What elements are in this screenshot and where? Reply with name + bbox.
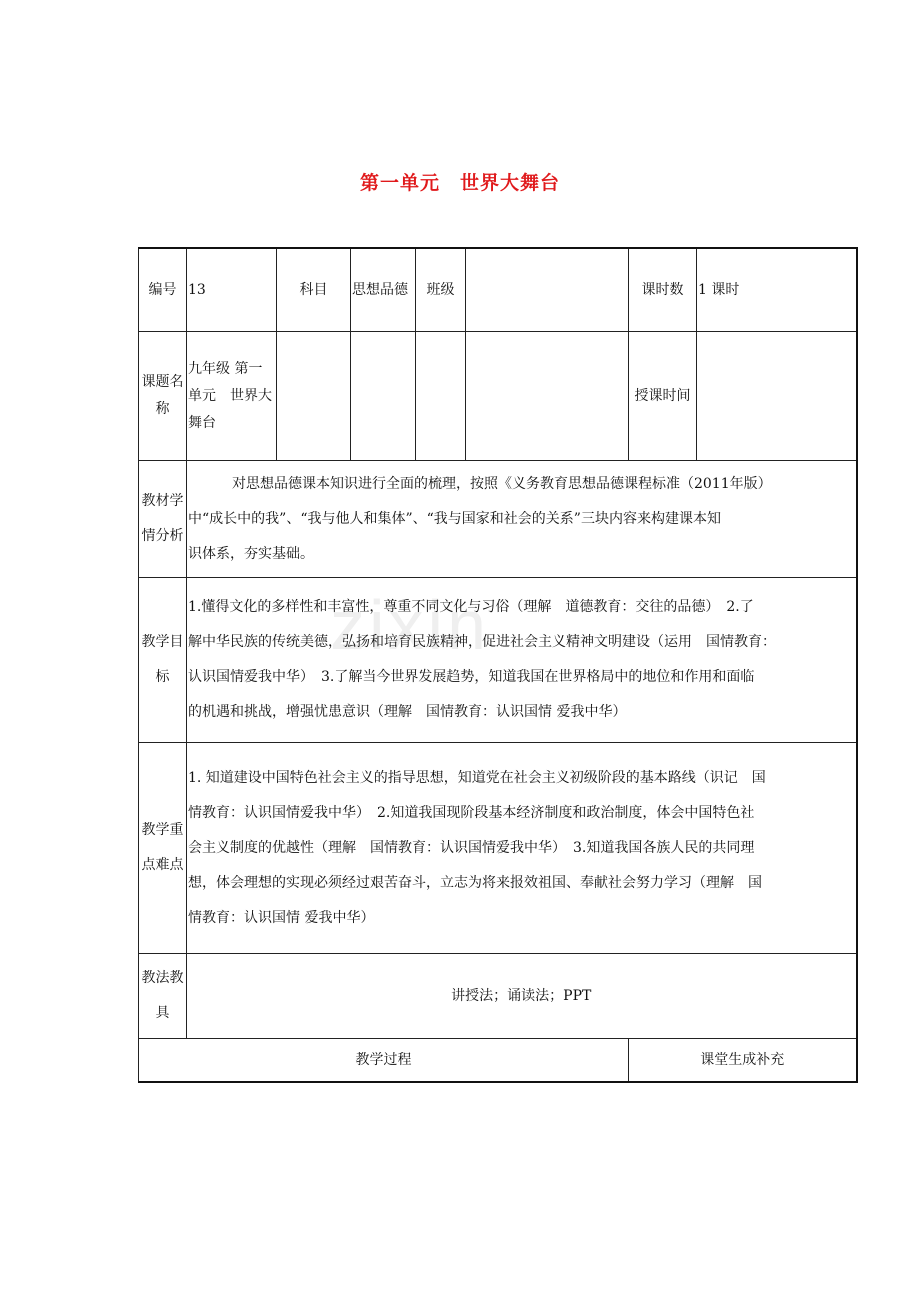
footer-row bbox=[139, 1039, 857, 1083]
number-label: 编号 bbox=[139, 248, 187, 332]
subject-value: 思想品德 bbox=[351, 248, 416, 332]
keypoints-line: 1. 知道建设中国特色社会主义的指导思想，知道党在社会主义初级阶段的基本路线（识记 国 bbox=[188, 769, 766, 786]
analysis-line: 中“成长中的我”、“我与他人和集体”、“我与国家和社会的关系”三块内容来构建课本知 bbox=[188, 510, 721, 527]
goals-line: 解中华民族的传统美德，弘扬和培育民族精神，促进社会主义精神文明建设（运用 国情教育： bbox=[188, 634, 776, 650]
goals-line: 的机遇和挑战，增强忧患意识（理解 国情教育：认识国情 爱我中华） bbox=[188, 704, 627, 720]
goals-row bbox=[139, 578, 857, 743]
analysis-line: 识体系，夯实基础。 bbox=[188, 545, 314, 562]
analysis-label: 教材学情分析 bbox=[139, 461, 187, 578]
class-value bbox=[466, 248, 629, 332]
hours-value: 1 课时 bbox=[697, 248, 857, 332]
teaching-time-label: 授课时间 bbox=[629, 332, 697, 461]
methods-row bbox=[139, 954, 857, 1039]
topic-row bbox=[139, 332, 857, 461]
empty-cell bbox=[416, 332, 466, 461]
keypoints-label: 教学重点难点 bbox=[139, 743, 187, 954]
goals-line: 认识国情爱我中华） 3.了解当今世界发展趋势，知道我国在世界格局中的地位和作用和面临 bbox=[188, 669, 755, 685]
analysis-row bbox=[139, 461, 857, 578]
keypoints-line: 情教育：认识国情爱我中华） 2.知道我国现阶段基本经济制度和政治制度，体会中国特色社 bbox=[188, 804, 755, 821]
page-title: 第一单元 世界大舞台 bbox=[359, 172, 560, 194]
goals-label: 教学目标 bbox=[139, 578, 187, 743]
header-row bbox=[139, 248, 857, 332]
analysis-content bbox=[187, 461, 857, 578]
keypoints-content bbox=[187, 743, 857, 954]
subject-label: 科目 bbox=[277, 248, 351, 332]
class-supplement-label: 课堂生成补充 bbox=[629, 1039, 857, 1083]
methods-value: 讲授法；诵读法；PPT bbox=[187, 954, 857, 1039]
teaching-process-label: 教学过程 bbox=[139, 1039, 629, 1083]
methods-label: 教法教具 bbox=[139, 954, 187, 1039]
goals-content bbox=[187, 578, 857, 743]
watermark: zixin bbox=[330, 586, 491, 664]
empty-cell bbox=[277, 332, 351, 461]
topic-value: 九年级 第一单元 世界大舞台 bbox=[187, 332, 277, 461]
keypoints-row bbox=[139, 743, 857, 954]
number-value: 13 bbox=[187, 248, 277, 332]
class-label: 班级 bbox=[416, 248, 466, 332]
keypoints-line: 会主义制度的优越性（理解 国情教育：认识国情爱我中华） 3.知道我国各族人民的共同理 bbox=[188, 839, 755, 856]
hours-label: 课时数 bbox=[629, 248, 697, 332]
teaching-time-value bbox=[697, 332, 857, 461]
goals-line: 1.懂得文化的多样性和丰富性，尊重不同文化与习俗（理解 道德教育：交往的品德） 2.了 bbox=[188, 599, 754, 615]
empty-cell bbox=[351, 332, 416, 461]
keypoints-line: 情教育：认识国情 爱我中华） bbox=[188, 909, 375, 926]
keypoints-line: 想，体会理想的实现必须经过艰苦奋斗，立志为将来报效祖国、奉献社会努力学习（理解 国 bbox=[188, 874, 762, 891]
topic-label: 课题名称 bbox=[139, 332, 187, 461]
analysis-line: 对思想品德课本知识进行全面的梳理，按照《义务教育思想品德课程标准（2011年版） bbox=[232, 475, 772, 492]
empty-cell bbox=[466, 332, 629, 461]
lesson-plan-table bbox=[138, 247, 858, 1083]
